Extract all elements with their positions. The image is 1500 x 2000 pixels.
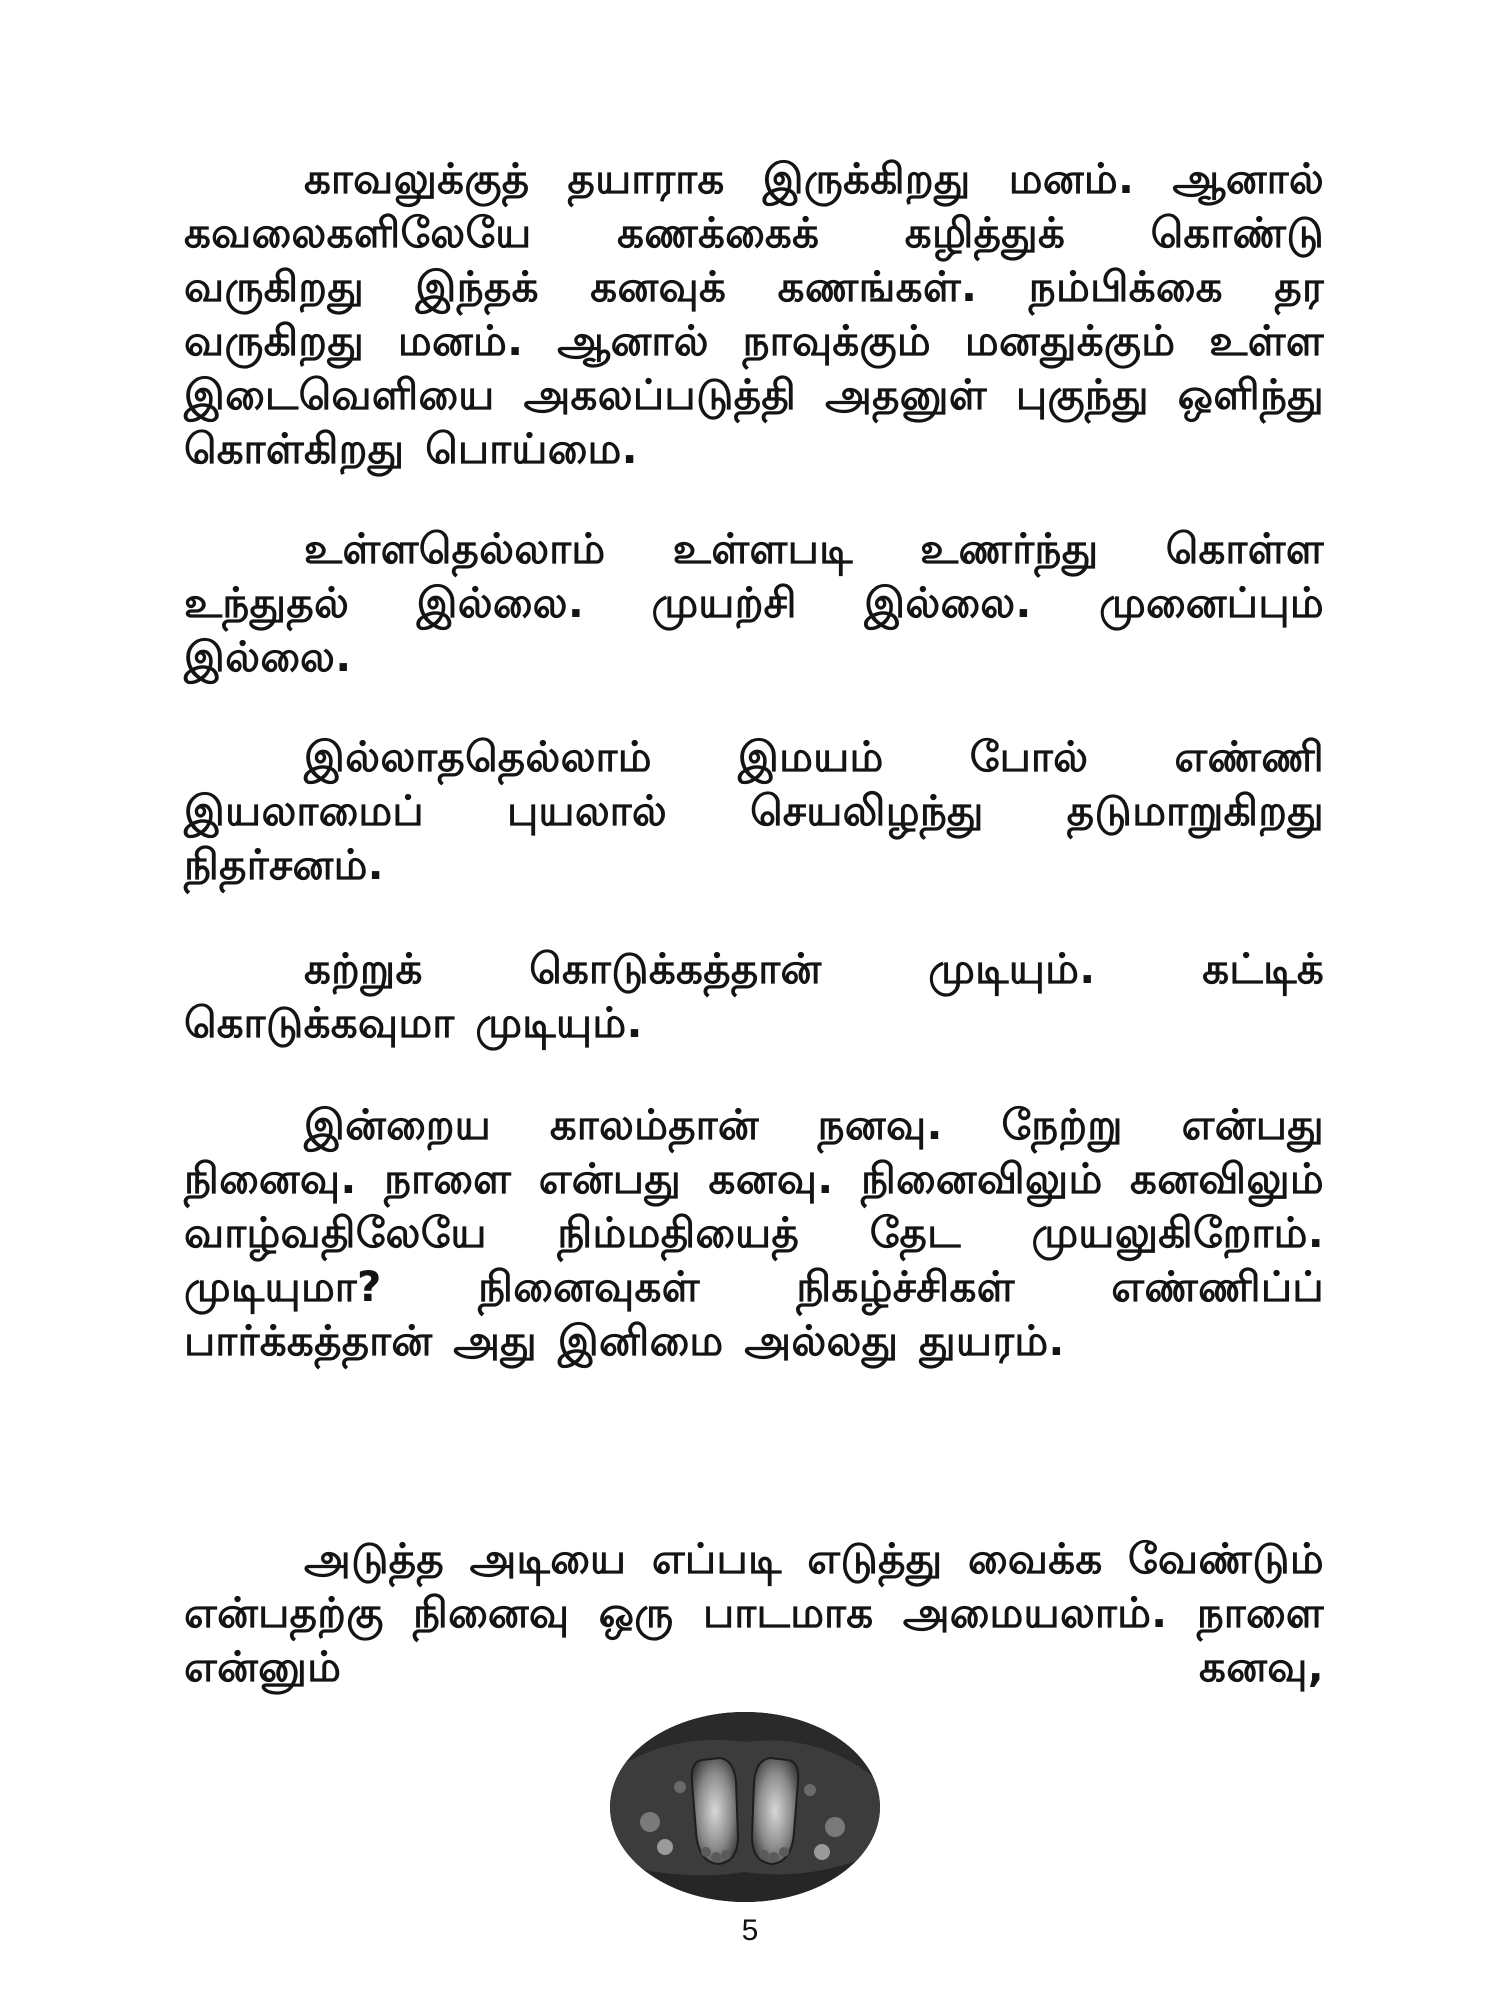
paragraph-katru-kodukka: கற்றுக் கொடுக்கத்தான் முடியும். கட்டிக் கொடுக்கவுமா முடியும். xyxy=(184,944,1324,1047)
paragraph-kaavalukku: காவலுக்குத் தயாராக இருக்கிறது மனம். ஆனால் கவலைகளிலேயே கணக்கைக் கழித்துக் கொண்டு வருகிறது இந்தக் கனவுக் கணங்கள். நம்பிக்கை தர வருகிறது மனம். ஆனால் நாவுக்கும் மனதுக்கும் உள்ள இடைவெளியை அகலப்படுத்தி அதனுள் புகுந்து ஒளிந்து கொள்கிறது பொய்மை. xyxy=(184,154,1324,473)
paragraph-ullathellaam: உள்ளதெல்லாம் உள்ளபடி உணர்ந்து கொள்ள உந்துதல் இல்லை. முயற்சி இல்லை. முனைப்பும் இல்லை. xyxy=(184,524,1324,681)
paragraph-indraiya-kaalam: இன்றைய காலம்தான் நனவு. நேற்று என்பது நினைவு. நாளை என்பது கனவு. நினைவிலும் கனவிலும் வாழ்வதிலேயே நிம்மதியைத் தேட முயலுகிறோம். முடியுமா? நினைவுகள் நிகழ்ச்சிகள் எண்ணிப்ப் பார்க்கத்தான் அது இனிமை அல்லது துயரம். xyxy=(184,1100,1324,1365)
sacred-feet-icon xyxy=(610,1712,880,1902)
sacred-feet-image xyxy=(610,1712,880,1902)
page-number: 5 xyxy=(741,1914,759,1947)
paragraph-illaathathellaam: இல்லாததெல்லாம் இமயம் போல் எண்ணி இயலாமைப் புயலால் செயலிழந்து தடுமாறுகிறது நிதர்சனம். xyxy=(184,732,1324,889)
paragraph-adutha-adi: அடுத்த அடியை எப்படி எடுத்து வைக்க வேண்டும் என்பதற்கு நினைவு ஒரு பாடமாக அமையலாம். நாளை என்னும் கனவு, xyxy=(184,1534,1324,1691)
